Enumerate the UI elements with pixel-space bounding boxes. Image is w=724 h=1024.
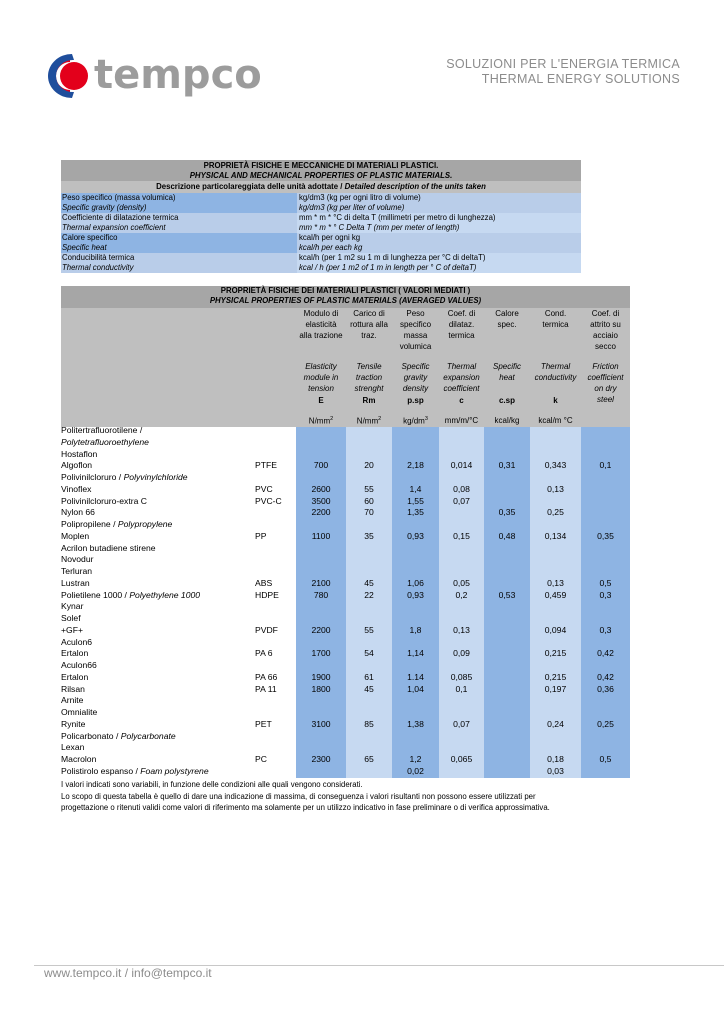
column-symbol: Rm: [362, 396, 376, 405]
material-code: ABS: [255, 577, 273, 588]
material-name: Polipropilene / Polypropylene: [61, 519, 173, 529]
units-row: [61, 233, 581, 243]
column-unit: $kg/dm^3$: [403, 416, 428, 426]
column-label-en: traction: [355, 373, 383, 382]
material-name: Kynar: [61, 601, 84, 612]
property-value: 0,15: [453, 530, 470, 541]
property-value: 0,42: [597, 671, 614, 682]
column-symbol: p.sp: [407, 396, 424, 405]
note-line: Lo scopo di questa tabella è quello di dare una indicazione di massima, di conseguenza i valori risultanti non possono essere utilizzati per: [61, 791, 536, 801]
material-name: Novodur: [61, 554, 94, 565]
column-label-it: acciaio: [593, 331, 618, 340]
property-value: 85: [364, 718, 374, 729]
column-label-it: termica: [542, 320, 569, 329]
units-description: kcal / h (per 1 m2 of 1 m in length per ° C of deltaT): [297, 263, 581, 273]
units-label: Thermal conductivity: [61, 263, 297, 273]
material-name: Solef: [61, 613, 81, 623]
column-unit: mm/m/°C: [444, 416, 479, 425]
column-unit: kcal/kg: [494, 416, 520, 425]
property-value: 0,24: [547, 718, 564, 729]
column-label-en: Thermal: [540, 362, 571, 371]
property-value: 0,094: [544, 624, 567, 635]
material-name: Moplen: [61, 530, 90, 541]
units-row: [61, 263, 581, 273]
property-value: 0,13: [547, 483, 564, 494]
material-code: PET: [255, 718, 272, 729]
tempco-logo: [44, 50, 324, 102]
units-label: Conducibilità termica: [61, 253, 297, 263]
note-line: progettazione o ritenuti validi come valori di riferimento ma solamente per un utilizzo indicativo in fase preliminare o di verifica approssimativa.: [61, 803, 550, 812]
property-value: 1,35: [407, 507, 424, 518]
property-value: 0,215: [544, 671, 567, 682]
property-value: 1700: [311, 648, 331, 659]
property-value: 0,215: [544, 648, 567, 659]
property-value: 65: [364, 754, 374, 764]
note-line: I valori indicati sono variabili, in funzione delle condizioni alle quali vengono considerati.: [61, 780, 363, 789]
column-symbol: c.sp: [498, 396, 515, 405]
property-value: 1,06: [407, 577, 424, 588]
column-unit: kcal/m °C: [538, 416, 573, 425]
property-value: 2,18: [407, 460, 424, 471]
column-label-it: Coef. di: [591, 309, 620, 318]
logo-wordmark: tempco: [94, 52, 262, 98]
units-row: [61, 193, 581, 203]
tagline-en: THERMAL ENERGY SOLUTIONS: [481, 72, 680, 86]
property-value: 20: [364, 460, 374, 471]
column-label-it: specifico: [399, 320, 432, 329]
material-name: Polivinilcloruro-extra C: [61, 495, 147, 506]
material-code: PTFE: [255, 460, 277, 471]
material-name: Aculon6: [61, 636, 93, 647]
property-value: 1,55: [407, 495, 424, 506]
property-value: 54: [364, 648, 374, 659]
material-name: Polietilene 1000 / Polyethylene 1000: [61, 589, 201, 600]
material-code: PVC: [255, 483, 273, 494]
property-value: 0,36: [597, 683, 614, 694]
material-code: PA 66: [255, 671, 278, 682]
property-value: 55: [364, 483, 374, 494]
property-value: 45: [364, 577, 374, 588]
units-label: Thermal expansion coefficient: [61, 223, 297, 233]
column-label-it: secco: [595, 342, 616, 351]
column-symbol: k: [553, 396, 558, 405]
column-label-it: Cond.: [544, 309, 567, 318]
units-description: mm * m * °C di delta T (millimetri per metro di lunghezza): [297, 213, 581, 223]
column-label-it: Carico di: [353, 309, 385, 318]
column-symbol: E: [318, 396, 324, 405]
property-value: 1,14: [407, 648, 424, 659]
property-value: 0,09: [453, 648, 470, 659]
property-value: 0,53: [498, 589, 516, 600]
property-value: 0,13: [547, 577, 564, 588]
column-label-it: Calore: [495, 309, 519, 318]
column-label-it: spec.: [497, 320, 517, 329]
column-label-it: elasticità: [305, 320, 337, 329]
property-value: 1100: [311, 530, 331, 541]
property-value: 45: [364, 683, 374, 694]
column-label-it: dilataz.: [448, 320, 475, 329]
units-row: [61, 243, 581, 253]
property-value: 0,13: [453, 624, 470, 635]
property-value: 0,08: [453, 483, 470, 494]
footer-contact: www.tempco.it / info@tempco.it: [44, 966, 212, 980]
column-label-en: steel: [597, 395, 614, 404]
property-value: 0,35: [597, 530, 614, 541]
column-symbol: c: [459, 396, 464, 405]
property-value: 2200: [311, 507, 331, 518]
tagline-it: SOLUZIONI PER L'ENERGIA TERMICA: [446, 57, 680, 71]
property-value: 1,2: [409, 754, 422, 764]
property-value: 0,93: [407, 530, 424, 541]
property-column: [439, 308, 484, 778]
column-label-it: alla trazione: [299, 331, 343, 340]
material-name: Lexan: [61, 742, 85, 753]
property-value: 0,3: [599, 589, 612, 600]
property-value: 0,2: [455, 589, 468, 600]
property-value: 0,31: [498, 460, 516, 471]
material-name: Politertrafluorotilene /: [61, 425, 143, 435]
property-value: 1,38: [407, 718, 424, 729]
units-label: Calore specifico: [61, 233, 297, 243]
column-label-en: heat: [499, 373, 515, 382]
property-value: 61: [364, 671, 374, 682]
material-code: PA 11: [255, 683, 277, 694]
property-value: 3500: [311, 495, 331, 506]
property-value: 0,07: [453, 718, 470, 729]
property-value: 0,085: [450, 671, 473, 682]
units-description: kg/dm3 (kg per liter of volume): [297, 203, 581, 213]
column-label-it: attrito su: [590, 320, 621, 329]
column-label-en: coefficient: [443, 384, 480, 393]
property-value: 1,4: [409, 483, 422, 494]
units-row: [61, 213, 581, 223]
tagline: [446, 57, 680, 87]
column-label-en: Specific: [401, 362, 430, 371]
property-value: 55: [364, 624, 374, 635]
property-value: 0,18: [547, 754, 564, 764]
units-description: kcal/h (per 1 m2 su 1 m di lunghezza per °C di deltaT): [297, 253, 581, 263]
units-table: [61, 160, 581, 273]
property-value: 0,014: [450, 460, 473, 471]
property-value: 0,1: [455, 683, 468, 694]
column-label-en: tension: [308, 384, 334, 393]
material-name: +GF+: [61, 624, 83, 635]
property-value: 0,3: [599, 624, 612, 635]
property-value: 0,197: [544, 683, 567, 694]
property-value: 700: [313, 460, 329, 471]
property-column: [581, 308, 630, 778]
column-label-en: Friction: [592, 362, 619, 371]
property-value: 780: [313, 589, 329, 600]
notes: [61, 779, 661, 814]
column-label-en: Tensile: [356, 362, 382, 371]
column-label-en: Thermal: [446, 362, 477, 371]
property-value: 3100: [311, 718, 331, 729]
property-value: 0,343: [544, 460, 567, 471]
column-label-en: density: [402, 384, 429, 393]
column-label-en: conductivity: [534, 373, 577, 382]
column-label-it: volumica: [399, 342, 432, 351]
material-code: PVDF: [255, 624, 278, 635]
material-name: Polivinilcloruro / Polyvinylchloride: [61, 472, 188, 482]
units-label: Specific heat: [61, 243, 297, 253]
property-value: 0,03: [547, 765, 564, 776]
column-label-it: Peso: [406, 309, 425, 318]
property-value: 0,05: [453, 577, 470, 588]
property-value: 22: [364, 589, 374, 600]
units-label: Coefficiente di dilatazione termica: [61, 213, 297, 223]
material-name: Arnite: [61, 695, 84, 706]
material-name: Ertalon: [61, 648, 89, 659]
property-value: 1800: [311, 683, 331, 694]
property-value: 70: [364, 507, 374, 518]
property-value: 0,42: [597, 648, 614, 659]
column-unit: $N/mm^2$: [356, 416, 382, 426]
property-value: 2600: [311, 483, 331, 494]
material-name: Acrilon butadiene stirene: [61, 542, 156, 553]
property-value: 0,134: [544, 530, 567, 541]
property-value: 0,1: [599, 460, 612, 471]
units-label: Specific gravity (density): [61, 203, 297, 213]
property-value: 2200: [311, 624, 331, 635]
property-column: [346, 308, 392, 778]
material-code: PP: [255, 530, 267, 541]
material-name: Omnialite: [61, 707, 98, 717]
column-label-it: Coef. di: [447, 309, 476, 318]
properties-title-it: PROPRIETÀ FISICHE DEI MATERIALI PLASTICI ( VALORI MEDIATI ): [61, 286, 630, 296]
column-label-en: expansion: [443, 373, 480, 382]
property-value: 0,02: [407, 765, 424, 776]
material-name: Hostaflon: [61, 448, 98, 459]
column-label-it: traz.: [361, 331, 377, 340]
property-column: [484, 308, 530, 778]
units-row: [61, 223, 581, 233]
property-value: 60: [364, 495, 374, 506]
property-value: 0,07: [453, 495, 470, 506]
property-value: 0,065: [450, 754, 473, 764]
column-label-en: strenght: [354, 384, 384, 393]
column-label-en: gravity: [403, 373, 428, 382]
material-name: Polistirolo espanso / Foam polystyrene: [61, 765, 209, 776]
property-value: 0,25: [547, 507, 564, 518]
property-value: 1,04: [407, 683, 424, 694]
logo-red-circle: [60, 62, 88, 90]
column-label-it: Modulo di: [303, 309, 339, 318]
units-description: mm * m * ° C Delta T (mm per meter of length): [297, 223, 581, 233]
column-label-en: module in: [303, 373, 339, 382]
property-value: 0,5: [599, 577, 612, 588]
material-name: Lustran: [61, 577, 90, 588]
units-table-header: PROPRIETÀ FISICHE E MECCANICHE DI MATERIALI PLASTICI. PHYSICAL AND MECHANICAL PROPERTIES OF PLASTIC MATERIALS.: [61, 160, 581, 181]
property-value: 1,8: [409, 624, 422, 635]
units-row: [61, 253, 581, 263]
property-column: [530, 308, 581, 778]
column-label-en: Elasticity: [305, 362, 337, 371]
property-value: 0,93: [407, 589, 424, 600]
property-value: 2300: [311, 754, 331, 764]
material-code: HDPE: [255, 589, 279, 600]
column-unit: $N/mm^2$: [308, 416, 334, 426]
units-description: kcal/h per each kg: [297, 243, 581, 253]
material-name: Algoflon: [61, 460, 93, 471]
material-name: Rilsan: [61, 683, 85, 694]
material-name: Aculon66: [61, 660, 97, 670]
material-code: PC: [255, 754, 267, 764]
column-label-en: on dry: [594, 384, 617, 393]
units-description: kcal/h per ogni kg: [297, 233, 581, 243]
units-table-subtitle: Descrizione particolareggiata delle unità adottate / Detailed description of the units taken: [61, 181, 581, 193]
property-value: 0,25: [597, 718, 614, 729]
property-value: 0,5: [599, 754, 612, 764]
column-label-it: massa: [403, 331, 428, 340]
column-label-it: rottura alla: [350, 320, 388, 329]
material-name: Rynite: [61, 718, 86, 729]
units-label: Peso specifico (massa volumica): [61, 193, 297, 203]
property-value: 35: [364, 530, 374, 541]
material-name: Nylon 66: [61, 507, 95, 518]
property-value: 1.14: [407, 671, 424, 682]
properties-table: [61, 286, 630, 778]
material-name: Policarbonato / Polycarbonate: [61, 730, 176, 741]
property-value: 0,35: [498, 507, 516, 518]
material-code: PA 6: [255, 648, 273, 659]
units-row: [61, 203, 581, 213]
material-name: Terluran: [61, 566, 93, 576]
properties-title-en: PHYSICAL PROPERTIES OF PLASTIC MATERIALS (AVERAGED VALUES): [61, 296, 630, 308]
property-value: 0,459: [544, 589, 567, 600]
column-label-en: Specific: [492, 362, 521, 371]
property-value: 1900: [311, 671, 331, 682]
column-label-it: termica: [448, 331, 475, 340]
column-label-en: coefficient: [587, 373, 624, 382]
material-name: Polytetrafluoroethylene: [61, 436, 149, 447]
property-column: [296, 308, 346, 778]
property-value: 2100: [311, 577, 331, 588]
property-value: 0,48: [498, 530, 516, 541]
material-name: Ertalon: [61, 671, 89, 682]
property-column: [392, 308, 439, 778]
material-code: PVC-C: [255, 495, 282, 506]
material-name: Vinoflex: [61, 483, 92, 494]
units-description: kg/dm3 (kg per ogni litro di volume): [297, 193, 581, 203]
material-name: Macrolon: [61, 754, 97, 764]
